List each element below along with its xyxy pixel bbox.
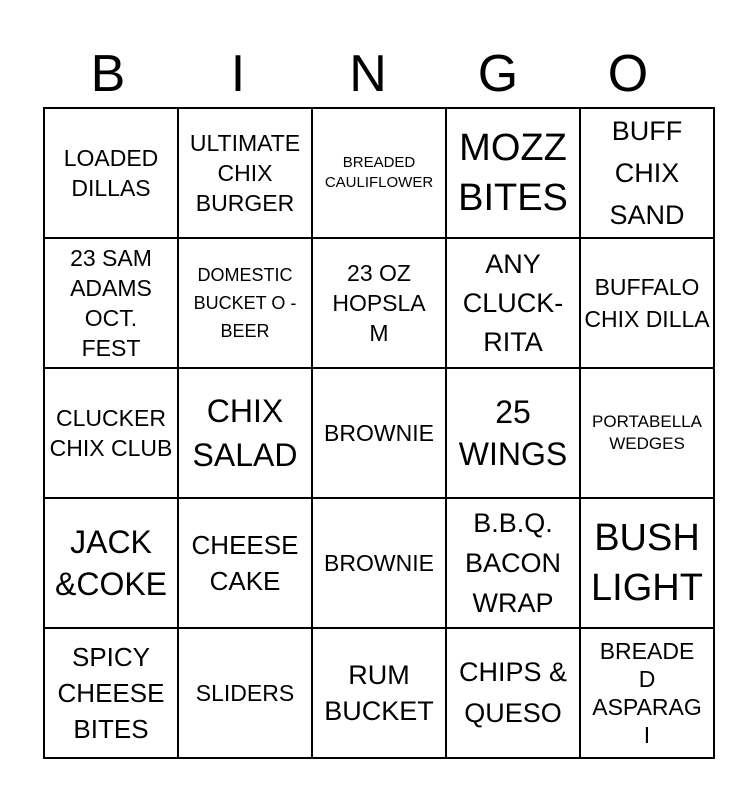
cell-label: CLUCKER CHIX CLUB bbox=[49, 405, 173, 461]
cell-label: BUFF CHIX SAND bbox=[609, 116, 685, 230]
header-letter-o: O bbox=[607, 45, 649, 103]
cell-label: 23 OZ HOPSLAM bbox=[332, 260, 426, 346]
cell-label: B.B.Q. BACON WRAP bbox=[464, 508, 562, 618]
board-row bbox=[44, 498, 714, 628]
bingo-cell[interactable] bbox=[580, 238, 714, 368]
cell-label: MOZZ BITES bbox=[458, 127, 568, 219]
bingo-cell[interactable] bbox=[446, 238, 580, 368]
cell-label: DOMESTIC BUCKET O -BEER bbox=[193, 265, 297, 341]
bingo-cell[interactable] bbox=[312, 108, 446, 238]
cell-label: SPICY CHEESE BITES bbox=[57, 642, 165, 744]
bingo-cell[interactable] bbox=[44, 108, 178, 238]
bingo-cell[interactable] bbox=[178, 498, 312, 628]
cell-label: CHIPS & QUESO bbox=[458, 657, 568, 728]
header-letter-g: G bbox=[477, 45, 519, 103]
cell-label: RUM BUCKET bbox=[324, 660, 434, 726]
cell-label: BREADED ASPARAGI bbox=[592, 638, 702, 748]
bingo-cell[interactable] bbox=[44, 368, 178, 498]
cell-label: BROWNIE bbox=[324, 550, 434, 576]
bingo-cell[interactable] bbox=[312, 368, 446, 498]
bingo-cell[interactable] bbox=[178, 628, 312, 758]
bingo-header bbox=[43, 44, 693, 104]
cell-label: 25 WINGS bbox=[458, 394, 568, 472]
cell-label: BUSH LIGHT bbox=[591, 517, 703, 609]
header-letter-b: B bbox=[90, 45, 126, 103]
bingo-board bbox=[43, 107, 715, 759]
header-letter-n: N bbox=[349, 45, 387, 103]
bingo-cell[interactable] bbox=[446, 368, 580, 498]
bingo-cell[interactable] bbox=[580, 368, 714, 498]
board-row bbox=[44, 628, 714, 758]
board-row bbox=[44, 108, 714, 238]
bingo-cell[interactable] bbox=[580, 628, 714, 758]
board-row bbox=[44, 368, 714, 498]
bingo-cell[interactable] bbox=[178, 108, 312, 238]
bingo-cell[interactable] bbox=[44, 238, 178, 368]
cell-label: PORTABELLA WEDGES bbox=[592, 412, 702, 453]
bingo-cell[interactable] bbox=[44, 628, 178, 758]
bingo-cell[interactable] bbox=[178, 368, 312, 498]
cell-label: ULTIMATE CHIX BURGER bbox=[189, 130, 301, 216]
header-letter-i: I bbox=[230, 45, 246, 103]
cell-label: LOADED DILLAS bbox=[63, 145, 159, 201]
bingo-cell[interactable] bbox=[312, 238, 446, 368]
bingo-cell[interactable] bbox=[446, 628, 580, 758]
bingo-cell[interactable] bbox=[446, 498, 580, 628]
cell-label: BREADED CAULIFLOWER bbox=[324, 154, 434, 191]
cell-label: JACK &COKE bbox=[54, 524, 168, 602]
bingo-cell[interactable] bbox=[178, 238, 312, 368]
cell-label: ANY CLUCK-RITA bbox=[462, 248, 564, 357]
board-row bbox=[44, 238, 714, 368]
bingo-cell[interactable] bbox=[580, 498, 714, 628]
cell-label: CHIX SALAD bbox=[192, 393, 298, 473]
cell-label: SLIDERS bbox=[195, 680, 295, 706]
bingo-cell[interactable] bbox=[312, 628, 446, 758]
cell-label: BUFFALO CHIX DILLA bbox=[584, 274, 710, 332]
bingo-cell[interactable] bbox=[446, 108, 580, 238]
cell-label: BROWNIE bbox=[324, 420, 434, 446]
bingo-cell[interactable] bbox=[44, 498, 178, 628]
bingo-cell[interactable] bbox=[580, 108, 714, 238]
cell-label: CHEESE CAKE bbox=[191, 530, 299, 596]
bingo-cell[interactable] bbox=[312, 498, 446, 628]
cell-label: 23 SAM ADAMS OCT. FEST bbox=[70, 245, 152, 361]
